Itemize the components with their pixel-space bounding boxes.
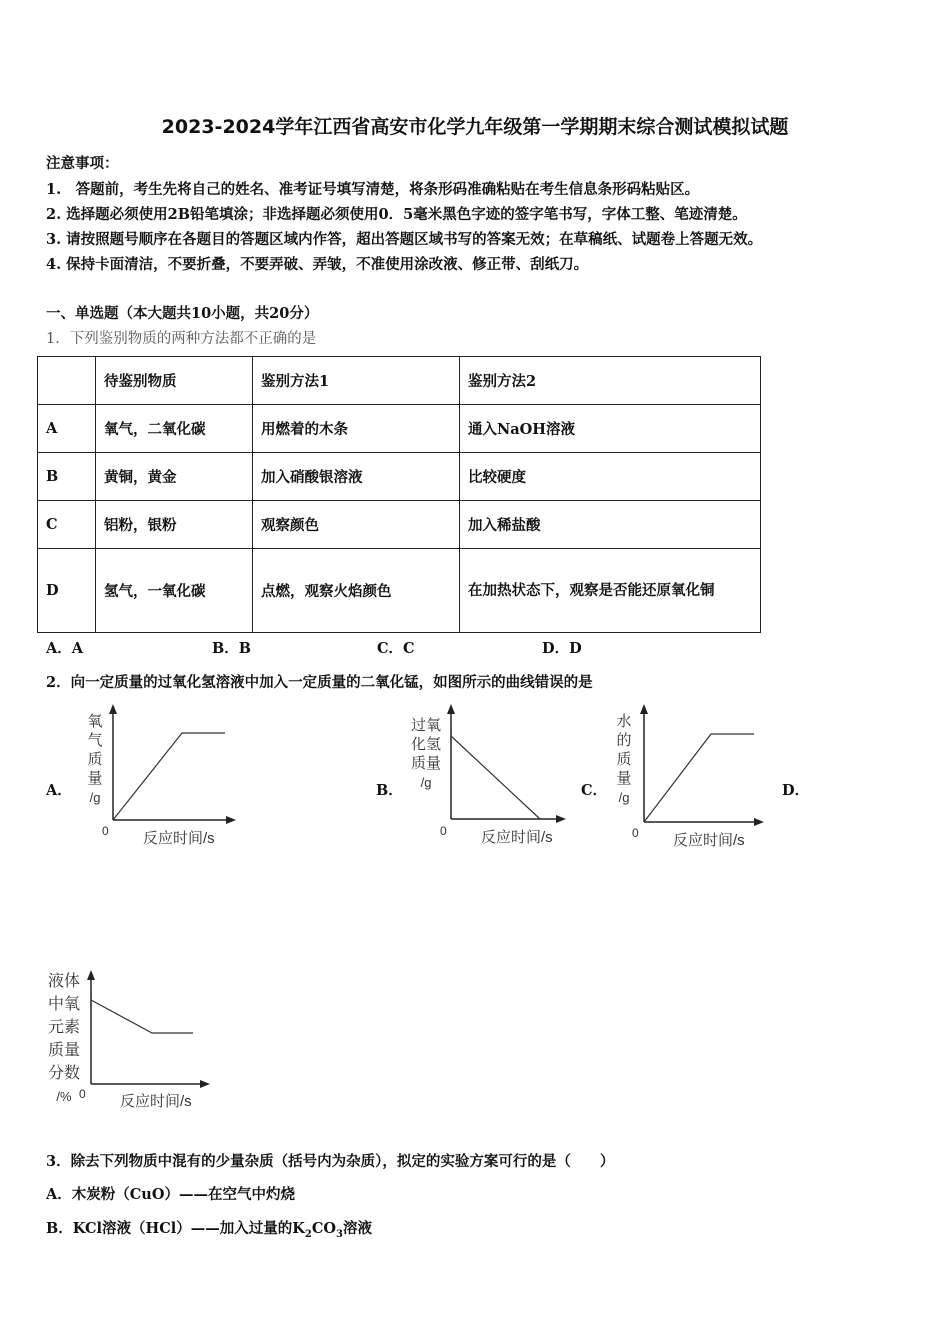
- x-axis-label: 反应时间/s: [120, 1093, 192, 1110]
- cell: 加入稀盐酸: [460, 501, 761, 549]
- origin-label: 0: [632, 826, 639, 840]
- x-axis-label: 反应时间/s: [481, 829, 553, 846]
- cell: 黄铜，黄金: [96, 453, 253, 501]
- th: 鉴别方法1: [253, 357, 460, 405]
- note-item: 3. 请按照题号顺序在各题目的答题区域内作答，超出答题区域书写的答案无效；在草稿纸、试题卷上答题无效。: [46, 231, 763, 248]
- q3-stem: 3．除去下列物质中混有的少量杂质（括号内为杂质），拟定的实验方案可行的是（ ）: [46, 1153, 615, 1170]
- note-item: 4. 保持卡面清洁，不要折叠，不要弄破、弄皱，不准使用涂改液、修正带、刮纸刀。: [46, 256, 589, 273]
- origin-label: 0: [440, 824, 447, 838]
- table-row: [38, 453, 761, 501]
- option-d[interactable]: D．: [782, 782, 810, 799]
- option-c[interactable]: C．C: [377, 640, 415, 657]
- chart-d: [0, 0, 1, 1]
- q3-option-b[interactable]: B．KCl溶液（HCl）——加入过量的$K_2CO_3$溶液: [46, 1220, 372, 1240]
- option-c[interactable]: C．: [581, 782, 608, 799]
- chart-b-ylabel: 过氧 化氢 质量 /g: [410, 717, 441, 790]
- q1-table: [37, 356, 761, 633]
- option-d[interactable]: D．D: [542, 640, 582, 657]
- table-row: [38, 549, 761, 633]
- cell: 加入硝酸银溶液: [253, 453, 460, 501]
- cell: 比较硬度: [460, 453, 761, 501]
- cell: D: [38, 549, 96, 633]
- q3-option-a[interactable]: A．木炭粉（CuO）——在空气中灼烧: [46, 1186, 295, 1203]
- cell: A: [38, 405, 96, 453]
- cell: 氢气，一氧化碳: [96, 549, 253, 633]
- option-b[interactable]: B．: [376, 782, 403, 799]
- chart-d-ylabel: 液体 中氧 元素 质量 分数 /%: [47, 973, 80, 1104]
- cell: 在加热状态下，观察是否能还原氧化铜: [460, 549, 761, 633]
- option-b[interactable]: B．B: [212, 640, 252, 657]
- th: [38, 357, 96, 405]
- origin-label: 0: [79, 1087, 86, 1101]
- x-axis-label: 反应时间/s: [143, 830, 215, 847]
- table-row: [38, 405, 761, 453]
- cell: 用燃着的木条: [253, 405, 460, 453]
- q2-stem: 2．向一定质量的过氧化氢溶液中加入一定质量的二氧化锰，如图所示的曲线错误的是: [46, 674, 593, 691]
- cell: C: [38, 501, 96, 549]
- cell: 点燃，观察火焰颜色: [253, 549, 460, 633]
- cell: 铝粉，银粉: [96, 501, 253, 549]
- notes-heading: 注意事项：: [46, 155, 119, 172]
- note-item: 2. 选择题必须使用2B铅笔填涂；非选择题必须使用0．5毫米黑色字迹的签字笔书写，字体工整、笔迹清楚。: [46, 206, 747, 223]
- option-a[interactable]: A．: [46, 782, 72, 799]
- page-title: 2023-2024学年江西省高安市化学九年级第一学期期末综合测试模拟试题: [161, 116, 789, 138]
- cell: B: [38, 453, 96, 501]
- chart-c-ylabel: 水 的 质 量 /g: [616, 713, 632, 805]
- th: 鉴别方法2: [460, 357, 761, 405]
- section-heading: 一、单选题（本大题共10小题，共20分）: [46, 305, 319, 322]
- th: 待鉴别物质: [96, 357, 253, 405]
- q1-stem: 1．下列鉴别物质的两种方法都不正确的是: [46, 331, 317, 347]
- origin-label: 0: [102, 824, 109, 838]
- x-axis-label: 反应时间/s: [673, 832, 745, 849]
- note-item: 1. 答题前，考生先将自己的姓名、准考证号填写清楚，将条形码准确粘贴在考生信息条形码粘贴区。: [46, 181, 700, 198]
- cell: 通入NaOH溶液: [460, 405, 761, 453]
- table-row: [38, 501, 761, 549]
- cell: 观察颜色: [253, 501, 460, 549]
- cell: 氧气，二氧化碳: [96, 405, 253, 453]
- chart-a-ylabel: 氧 气 质 量 /g: [87, 713, 103, 805]
- option-a[interactable]: A．A: [46, 640, 84, 657]
